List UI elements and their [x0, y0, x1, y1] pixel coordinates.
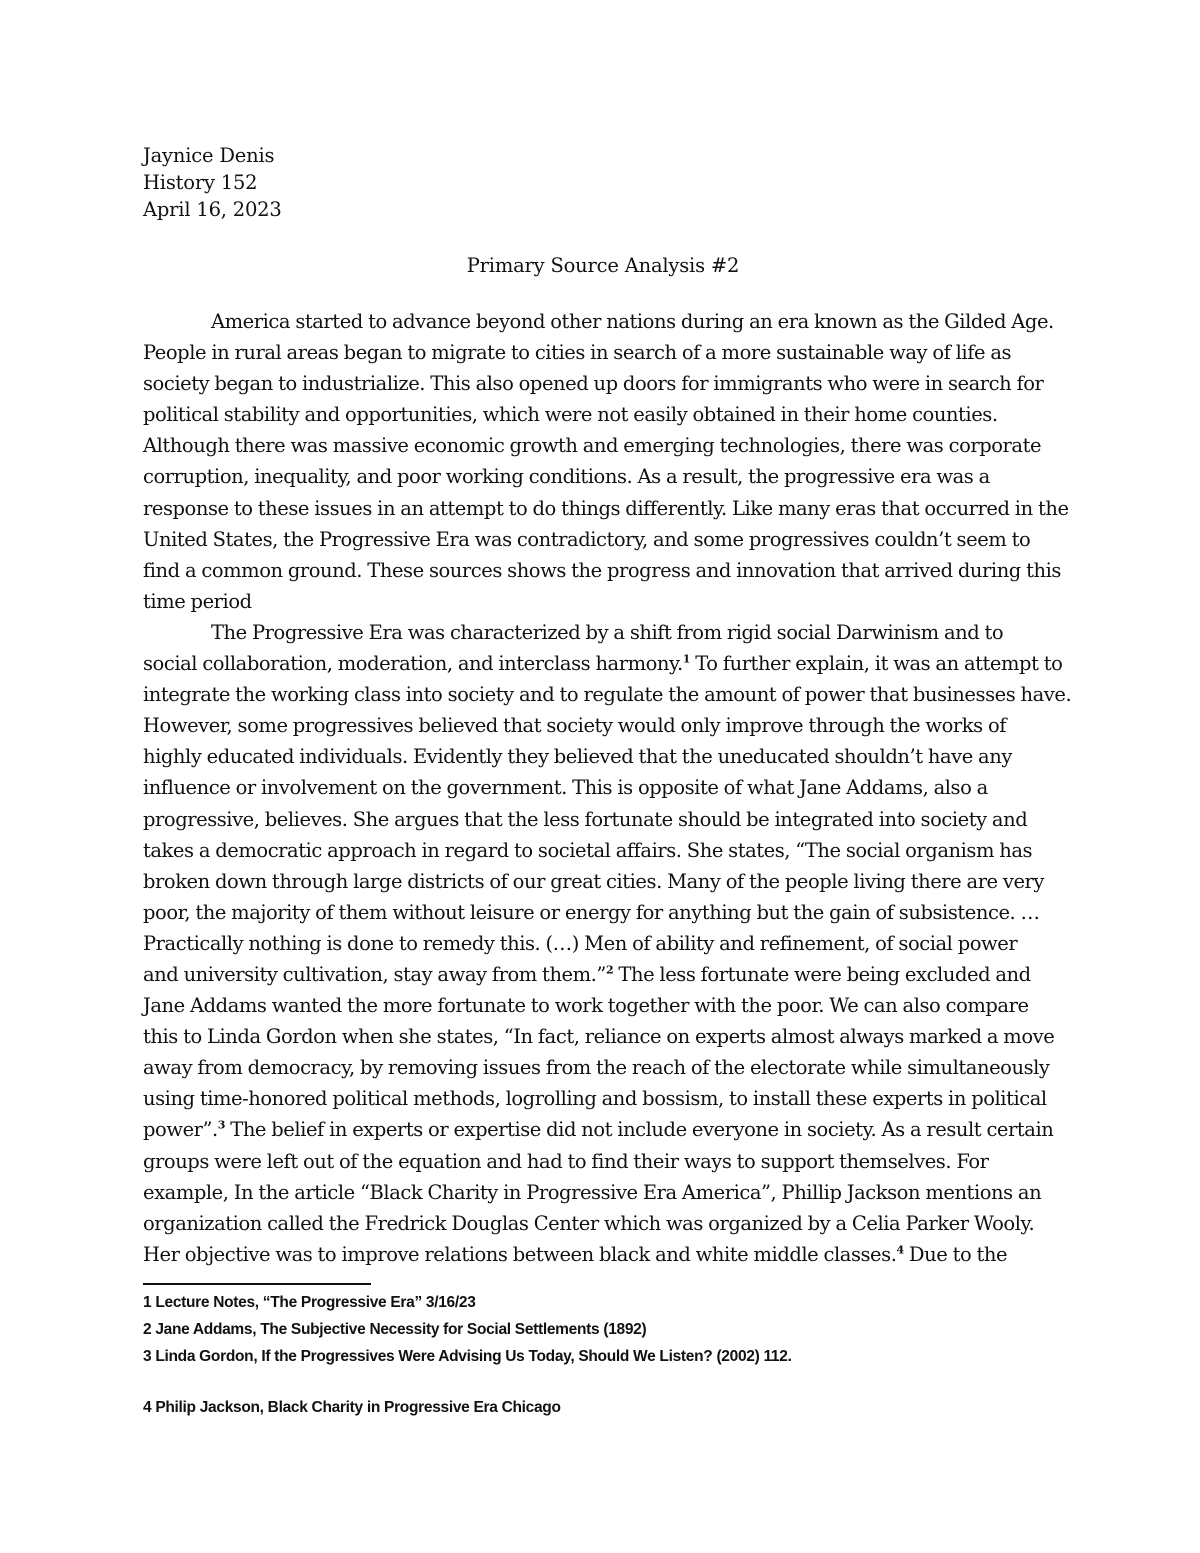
footnote-4: 4 Philip Jackson, Black Charity in Progressive Era Chicago [143, 1399, 561, 1416]
line-text: and university cultivation, stay away from them.” [143, 962, 606, 986]
footnote-2: 2 Jane Addams, The Subjective Necessity for Social Settlements (1892) [143, 1321, 647, 1338]
paragraph-line: example, In the article “Black Charity in Progressive Era America”, Phillip Jackson mentions an [143, 1180, 1042, 1204]
paragraph-line: organization called the Fredrick Douglas Center which was organized by a Celia Parker Wooly. [143, 1211, 1035, 1235]
line-text: social collaboration, moderation, and interclass harmony. [143, 652, 683, 676]
paragraph-line [143, 1114, 1068, 1145]
author-name: Jaynice Denis [143, 144, 275, 167]
line-text: The less fortunate were being excluded and [613, 962, 1031, 986]
paragraph-line: poor, the majority of them without leisure or energy for anything but the gain of subsistence. … [143, 900, 1040, 924]
line-text: To further explain, it was an attempt to [689, 652, 1063, 676]
paragraph-line: groups were left out of the equation and had to find their ways to support themselves. For [143, 1149, 989, 1173]
paragraph-line: Although there was massive economic growth and emerging technologies, there was corporate [143, 434, 1042, 458]
footnote-ref: 3 [217, 1118, 226, 1132]
paragraph-line: political stability and opportunities, which were not easily obtained in their home counties. [143, 403, 998, 427]
paragraph-line: progressive, believes. She argues that the less fortunate should be integrated into society and [143, 807, 1028, 831]
paragraph-line: People in rural areas began to migrate to cities in search of a more sustainable way of life as [143, 341, 1012, 365]
footnote-1: 1 Lecture Notes, “The Progressive Era” 3/16/23 [143, 1294, 476, 1311]
paragraph-line: response to these issues in an attempt to do things differently. Like many eras that occurred in the [143, 496, 1069, 520]
paragraph-line: The Progressive Era was characterized by a shift from rigid social Darwinism and to [211, 620, 1004, 644]
footnote-3: 3 Linda Gordon, If the Progressives Were Advising Us Today, Should We Listen? (2002) 112. [143, 1348, 792, 1365]
paragraph-line: However, some progressives believed that society would only improve through the works of [143, 714, 1007, 738]
document-header [143, 142, 843, 223]
paragraph-line [143, 1239, 1068, 1270]
course-name: History 152 [143, 171, 258, 194]
paragraph-line: influence or involvement on the government. This is opposite of what Jane Addams, also a [143, 776, 988, 800]
footnote-ref: 4 [896, 1243, 904, 1257]
paragraph-line: United States, the Progressive Era was contradictory, and some progressives couldn’t seem to [143, 527, 1031, 551]
footnote-separator [143, 1283, 371, 1285]
paragraph-line: highly educated individuals. Evidently they believed that the uneducated shouldn’t have any [143, 745, 1012, 769]
paragraph-line: Jane Addams wanted the more fortunate to work together with the poor. We can also compare [143, 994, 1029, 1018]
line-text: Due to the [903, 1242, 1008, 1266]
paragraph-line: broken down through large districts of our great cities. Many of the people living there are very [143, 869, 1044, 893]
document-title: Primary Source Analysis #2 [466, 254, 740, 277]
paragraph-line: time period [143, 589, 252, 613]
paragraph-line: takes a democratic approach in regard to societal affairs. She states, “The social organism has [143, 838, 1033, 862]
document-date: April 16, 2023 [143, 198, 282, 221]
line-text: power”. [143, 1118, 218, 1142]
paragraph-line [143, 648, 1068, 679]
paragraph-line: society began to industrialize. This also opened up doors for immigrants who were in search for [143, 372, 1044, 396]
paragraph-line: corruption, inequality, and poor working conditions. As a result, the progressive era was a [143, 465, 990, 489]
footnote-ref: 2 [605, 963, 614, 977]
essay-body [143, 306, 1072, 1270]
paragraph-line: find a common ground. These sources shows the progress and innovation that arrived during this [143, 558, 1061, 582]
line-text: Her objective was to improve relations between black and white middle classes. [143, 1242, 897, 1266]
footnote-ref: 1 [682, 652, 690, 666]
paragraph-line: America started to advance beyond other nations during an era known as the Gilded Age. [211, 310, 1054, 333]
paragraph-line: using time-honored political methods, logrolling and bossism, to install these experts in political [143, 1087, 1047, 1111]
paragraph-line: integrate the working class into society and to regulate the amount of power that businesses have. [143, 683, 1072, 707]
paragraph-line: this to Linda Gordon when she states, “In fact, reliance on experts almost always marked a move [143, 1025, 1055, 1049]
paragraph-line: away from democracy, by removing issues from the reach of the electorate while simultaneously [143, 1056, 1050, 1080]
line-text: The belief in experts or expertise did not include everyone in society. As a result certain [225, 1118, 1054, 1142]
paragraph-line: Practically nothing is done to remedy this. (…) Men of ability and refinement, of social power [143, 931, 1018, 955]
paragraph-line [143, 959, 1068, 990]
